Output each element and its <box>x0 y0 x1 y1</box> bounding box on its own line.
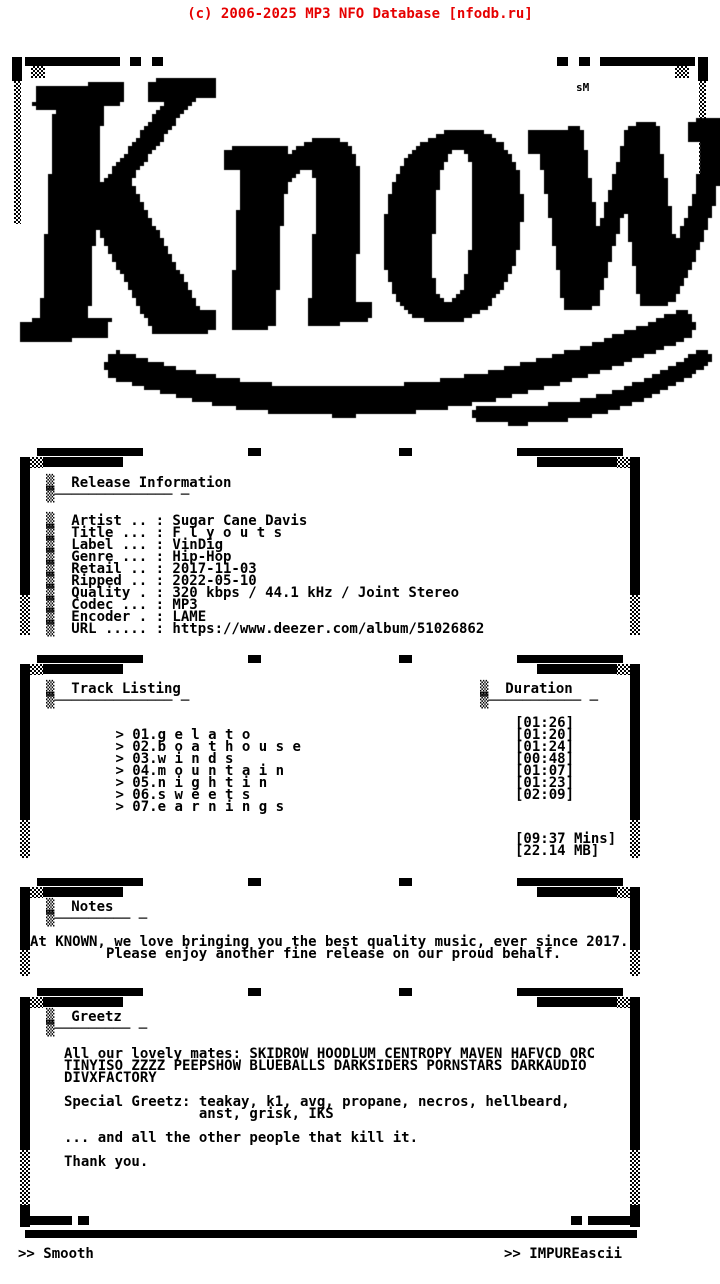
copyright-banner: (c) 2006-2025 MP3 NFO Database [nfodb.ru] <box>187 6 533 22</box>
track-name: > 02.b o a t h o u s e <box>115 739 301 755</box>
greetz-line: anst, grisk, IKS <box>64 1106 334 1122</box>
track-duration: [01:24] <box>515 739 575 755</box>
border-bar <box>537 997 617 1007</box>
track-name: > 01.g e l a t o <box>115 727 251 743</box>
footer-left-credit: >> Smooth <box>18 1246 94 1262</box>
release-field-line: ▒ Codec ... : MP3 <box>46 597 198 613</box>
border-dither <box>30 887 43 898</box>
track-row <box>48 787 638 815</box>
greetz-line: All our lovely mates: SKIDROW HOODLUM CENTROPY MAVEN HAFVCD ORC <box>64 1046 596 1062</box>
section-title: ▒ Track Listing <box>46 681 181 697</box>
known-ascii-logo <box>0 30 720 446</box>
border-vertical-fade <box>630 950 640 976</box>
border-vertical-fade <box>630 1150 640 1205</box>
border-bar <box>517 988 623 996</box>
track-name: > 06.s w e e t s <box>115 787 251 803</box>
border-bar <box>37 988 143 996</box>
track-listing-box <box>20 655 640 865</box>
border-vertical-fade <box>630 595 640 635</box>
section-title: ▒ Notes <box>46 899 114 915</box>
greetz-line: Thank you. <box>64 1154 149 1170</box>
border-square <box>248 448 261 456</box>
total-size: [22.14 MB] <box>515 843 600 859</box>
notes-box <box>20 878 640 988</box>
release-field-line: ▒ Encoder . : LAME <box>46 609 207 625</box>
greetz-line: Special Greetz: teakay, k1, avg, propane, necros, hellbeard, <box>64 1094 570 1110</box>
border-square <box>571 1216 582 1225</box>
section-title-underline: ▒────────────── ─ <box>46 693 190 709</box>
greetz-line: TINYISO ZZZZ PEEPSHOW BLUEBALLS DARKSIDERS PORNSTARS DARKAUDIO <box>64 1058 587 1074</box>
release-field-line: ▒ Artist .. : Sugar Cane Davis <box>46 513 308 529</box>
border-bar <box>588 1216 630 1225</box>
duration-column-title: ▒ Duration <box>480 681 573 697</box>
track-duration: [01:23] <box>515 775 575 791</box>
border-vertical-bar <box>630 887 640 950</box>
border-square <box>248 878 261 886</box>
border-vertical-bar <box>20 664 30 820</box>
border-bar <box>517 655 623 663</box>
track-duration: [00:48] <box>515 751 575 767</box>
notes-line: At KNOWN, we love bringing you the best quality music, ever since 2017. <box>30 934 629 950</box>
border-vertical-bar <box>630 457 640 595</box>
section-title-underline: ▒───────── ─ <box>46 911 148 927</box>
border-vertical-bar <box>20 887 30 950</box>
track-name: > 04.m o u n t a i n <box>115 763 285 779</box>
border-vertical-bar <box>20 1205 30 1227</box>
border-vertical-bar <box>20 997 30 1150</box>
greetz-lines <box>64 1048 595 1168</box>
section-title-underline: ▒───────── ─ <box>46 1021 148 1037</box>
border-dither <box>30 664 43 675</box>
border-bar <box>37 655 143 663</box>
track-duration: [01:07] <box>515 763 575 779</box>
border-vertical-fade <box>20 820 30 858</box>
release-fields <box>46 515 484 635</box>
border-dither <box>30 997 43 1008</box>
border-bar <box>43 457 123 467</box>
section-title: ▒ Greetz <box>46 1009 122 1025</box>
border-dither <box>617 664 630 675</box>
border-bar <box>43 887 123 897</box>
border-dither <box>617 997 630 1008</box>
release-field-line: ▒ Quality . : 320 kbps / 44.1 kHz / Joint Stereo <box>46 585 460 601</box>
border-square <box>399 988 412 996</box>
border-vertical-bar <box>630 997 640 1150</box>
logo-sm-mark: sM <box>576 81 590 94</box>
release-field-line: ▒ Label ... : VinDig <box>46 537 224 553</box>
section-title: ▒ Release Information <box>46 475 232 491</box>
track-duration: [02:09] <box>515 787 575 803</box>
track-duration: [01:26] <box>515 715 575 731</box>
border-bar <box>30 1216 72 1225</box>
release-info-box <box>20 448 640 648</box>
greetz-line: ... and all the other people that kill it. <box>64 1130 419 1146</box>
border-square <box>248 655 261 663</box>
border-vertical-fade <box>20 595 30 635</box>
border-square <box>399 878 412 886</box>
border-bar <box>37 878 143 886</box>
track-name: > 03.w i n d s <box>115 751 234 767</box>
border-dither <box>617 457 630 468</box>
footer-right-credit: >> IMPUREascii <box>504 1246 623 1262</box>
border-vertical-fade <box>630 820 640 858</box>
duration-column-underline: ▒─────────── ─ <box>480 693 599 709</box>
release-field-line: ▒ Ripped .. : 2022-05-10 <box>46 573 257 589</box>
border-bar <box>43 997 123 1007</box>
section-title-underline: ▒────────────── ─ <box>46 487 190 503</box>
border-bar <box>517 448 623 456</box>
border-bar <box>43 664 123 674</box>
release-field-line: ▒ Title ... : F l y o u t s <box>46 525 283 541</box>
track-name: > 05.n i g h t i n <box>115 775 268 791</box>
greetz-box <box>20 988 640 1250</box>
track-duration: [01:20] <box>515 727 575 743</box>
greetz-line: DIVXFACTORY <box>64 1070 157 1086</box>
border-vertical-fade <box>20 950 30 976</box>
release-field-line: ▒ Genre ... : Hip-Hop <box>46 549 232 565</box>
border-vertical-bar <box>20 457 30 595</box>
border-square <box>78 1216 89 1225</box>
release-field-line: ▒ URL ..... : https://www.deezer.com/album/51026862 <box>46 621 485 637</box>
border-dither <box>30 457 43 468</box>
border-vertical-bar <box>630 1205 640 1227</box>
release-field-line: ▒ Retail .. : 2017-11-03 <box>46 561 257 577</box>
notes-line: Please enjoy another fine release on our proud behalf. <box>106 946 562 962</box>
total-time: [09:37 Mins] <box>515 831 617 847</box>
track-rows <box>48 715 638 815</box>
border-square <box>248 988 261 996</box>
border-square <box>399 655 412 663</box>
box-bottom-border <box>25 1230 637 1238</box>
border-bar <box>537 664 617 674</box>
border-bar <box>37 448 143 456</box>
border-dither <box>617 887 630 898</box>
border-bar <box>537 457 617 467</box>
border-square <box>399 448 412 456</box>
track-name: > 07.e a r n i n g s <box>115 799 285 815</box>
border-vertical-fade <box>20 1150 30 1205</box>
border-bar <box>537 887 617 897</box>
border-bar <box>517 878 623 886</box>
